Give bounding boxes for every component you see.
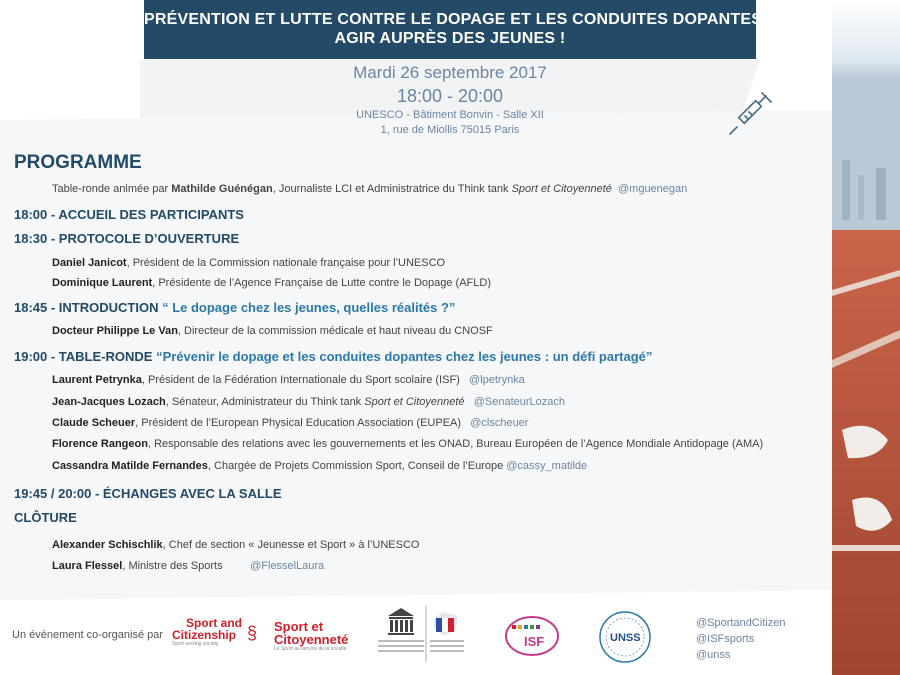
- slot-title: 18:30 - PROTOCOLE D’OUVERTURE: [14, 231, 240, 246]
- speaker-handle[interactable]: @FlesselLaura: [250, 560, 325, 572]
- speaker-role: , Responsable des relations avec les gouvernements et les ONAD, Bureau Européen de l’Agence Mondiale Antidopage (AMA): [147, 438, 764, 450]
- speaker-role: , Sénateur, Administrateur du Think tank: [165, 396, 362, 408]
- speaker-item: [52, 438, 763, 450]
- logo-sec-tag: Le Sport au service de la société: [274, 646, 347, 652]
- slot-subtitle: “ Le dopage chez les jeunes, quelles réalités ?”: [162, 300, 456, 315]
- handle-sport-and-citizen[interactable]: @SportandCitizen: [696, 617, 786, 629]
- slot-title: CLÔTURE: [14, 510, 77, 525]
- slot-title: 18:00 - ACCUEIL DES PARTICIPANTS: [14, 207, 244, 222]
- event-time: 18:00 - 20:00: [396, 86, 504, 106]
- slot-protocole: [14, 231, 239, 246]
- event-date: Mardi 26 septembre 2017: [353, 63, 547, 82]
- speaker-name: Jean-Jacques Lozach: [52, 396, 166, 408]
- speaker-item: [52, 560, 324, 572]
- slot-title: 18:45 - INTRODUCTION: [14, 300, 159, 315]
- moderator-name: Mathilde Guénégan: [171, 183, 273, 195]
- speaker-item: [52, 325, 493, 337]
- moderator-line: [52, 183, 687, 195]
- event-address: 1, rue de Miollis 75015 Paris: [380, 124, 520, 136]
- speaker-handle[interactable]: @lpetrynka: [469, 374, 525, 386]
- title-line-2: AGIR AUPRÈS DES JEUNES !: [334, 30, 566, 47]
- speaker-name: Laurent Petrynka: [52, 374, 142, 386]
- logo-sec-line1: Sport et: [274, 619, 324, 634]
- event-info: [300, 62, 600, 138]
- speaker-name: Docteur Philippe Le Van: [52, 325, 178, 337]
- speaker-item: [52, 417, 528, 429]
- speaker-role: , Président de la Commission nationale française pour l’UNESCO: [126, 257, 446, 269]
- running-track-image: [832, 0, 900, 675]
- speaker-role: , Président de l’European Physical Education Association (EUPEA): [135, 417, 462, 429]
- title-line-1: PRÉVENTION ET LUTTE CONTRE LE DOPAGE ET LES CONDUITES DOPANTES :: [144, 11, 773, 28]
- handle-unss[interactable]: @unss: [696, 649, 731, 661]
- speaker-role: , Présidente de l’Agence Française de Lutte contre le Dopage (AFLD): [152, 277, 491, 289]
- speaker-role: , Président de la Fédération Internationale du Sport scolaire (ISF): [141, 374, 460, 386]
- speaker-name: Daniel Janicot: [52, 257, 127, 269]
- social-handles: [696, 615, 785, 663]
- syringe-icon: [728, 92, 774, 136]
- speaker-name: Laura Flessel: [52, 560, 123, 572]
- logo-sc-tag: Sport serving society: [172, 641, 219, 647]
- logo-sec-line2: Citoyenneté: [274, 632, 349, 647]
- programme-heading: PROGRAMME: [14, 152, 142, 173]
- unss-logo: [598, 610, 652, 664]
- moderator-org: Sport et Citoyenneté: [511, 183, 612, 195]
- unss-text: UNSS: [610, 632, 641, 644]
- slot-accueil: [14, 207, 244, 222]
- moderator-prefix: Table-ronde animée par: [52, 183, 169, 195]
- slot-title: 19:00 - TABLE-RONDE: [14, 349, 153, 364]
- isf-logo: [504, 613, 560, 657]
- speaker-item: [52, 460, 587, 472]
- moderator-handle[interactable]: @mguenegan: [618, 183, 688, 195]
- speaker-item: [52, 539, 419, 551]
- isf-text: ISF: [524, 634, 545, 649]
- co-organised-label: Un événement co-organisé par: [12, 629, 164, 641]
- slot-subtitle: “Prévenir le dopage et les conduites dopantes chez les jeunes : un défi partagé”: [156, 349, 653, 364]
- slot-introduction: [14, 300, 455, 315]
- speaker-name: Claude Scheuer: [52, 417, 136, 429]
- slot-echanges: [14, 486, 282, 501]
- speaker-name: Florence Rangeon: [52, 438, 148, 450]
- title-banner: [144, 0, 773, 59]
- slot-cloture: [14, 510, 77, 525]
- speaker-org: Sport et Citoyenneté: [364, 396, 465, 408]
- speaker-name: Cassandra Matilde Fernandes: [52, 460, 208, 472]
- speaker-role: , Ministre des Sports: [122, 560, 223, 572]
- slot-table-ronde: [14, 349, 652, 364]
- speaker-name: Alexander Schischlik: [52, 539, 163, 551]
- sport-and-citizenship-logo: [172, 617, 242, 648]
- speaker-item: [52, 396, 565, 408]
- speaker-item: [52, 277, 491, 289]
- logo-sc-line1: Sport and: [186, 616, 242, 630]
- speaker-handle[interactable]: @SenateurLozach: [473, 396, 566, 408]
- sport-et-citoyennete-logo: [274, 620, 354, 653]
- speaker-role: , Chef de section « Jeunesse et Sport » à l’UNESCO: [162, 539, 420, 551]
- unesco-logo: [374, 604, 468, 664]
- speaker-item: [52, 374, 525, 386]
- slot-title: 19:45 / 20:00 - ÉCHANGES AVEC LA SALLE: [14, 486, 282, 501]
- handle-isf-sports[interactable]: @ISFsports: [696, 633, 755, 645]
- logo-sc-line2: Citizenship: [172, 628, 237, 642]
- speaker-role: , Directeur de la commission médicale et haut niveau du CNOSF: [177, 325, 493, 337]
- speaker-handle[interactable]: @cassy_matilde: [506, 460, 588, 472]
- event-venue: UNESCO - Bâtiment Bonvin - Salle XII: [356, 109, 544, 121]
- speaker-role: , Chargée de Projets Commission Sport, Conseil de l’Europe: [207, 460, 504, 472]
- swirl-icon: §: [247, 623, 258, 643]
- speaker-name: Dominique Laurent: [52, 277, 153, 289]
- moderator-role: , Journaliste LCI et Administratrice du Think tank: [272, 183, 509, 195]
- speaker-item: [52, 257, 445, 269]
- speaker-handle[interactable]: @clscheuer: [470, 417, 529, 429]
